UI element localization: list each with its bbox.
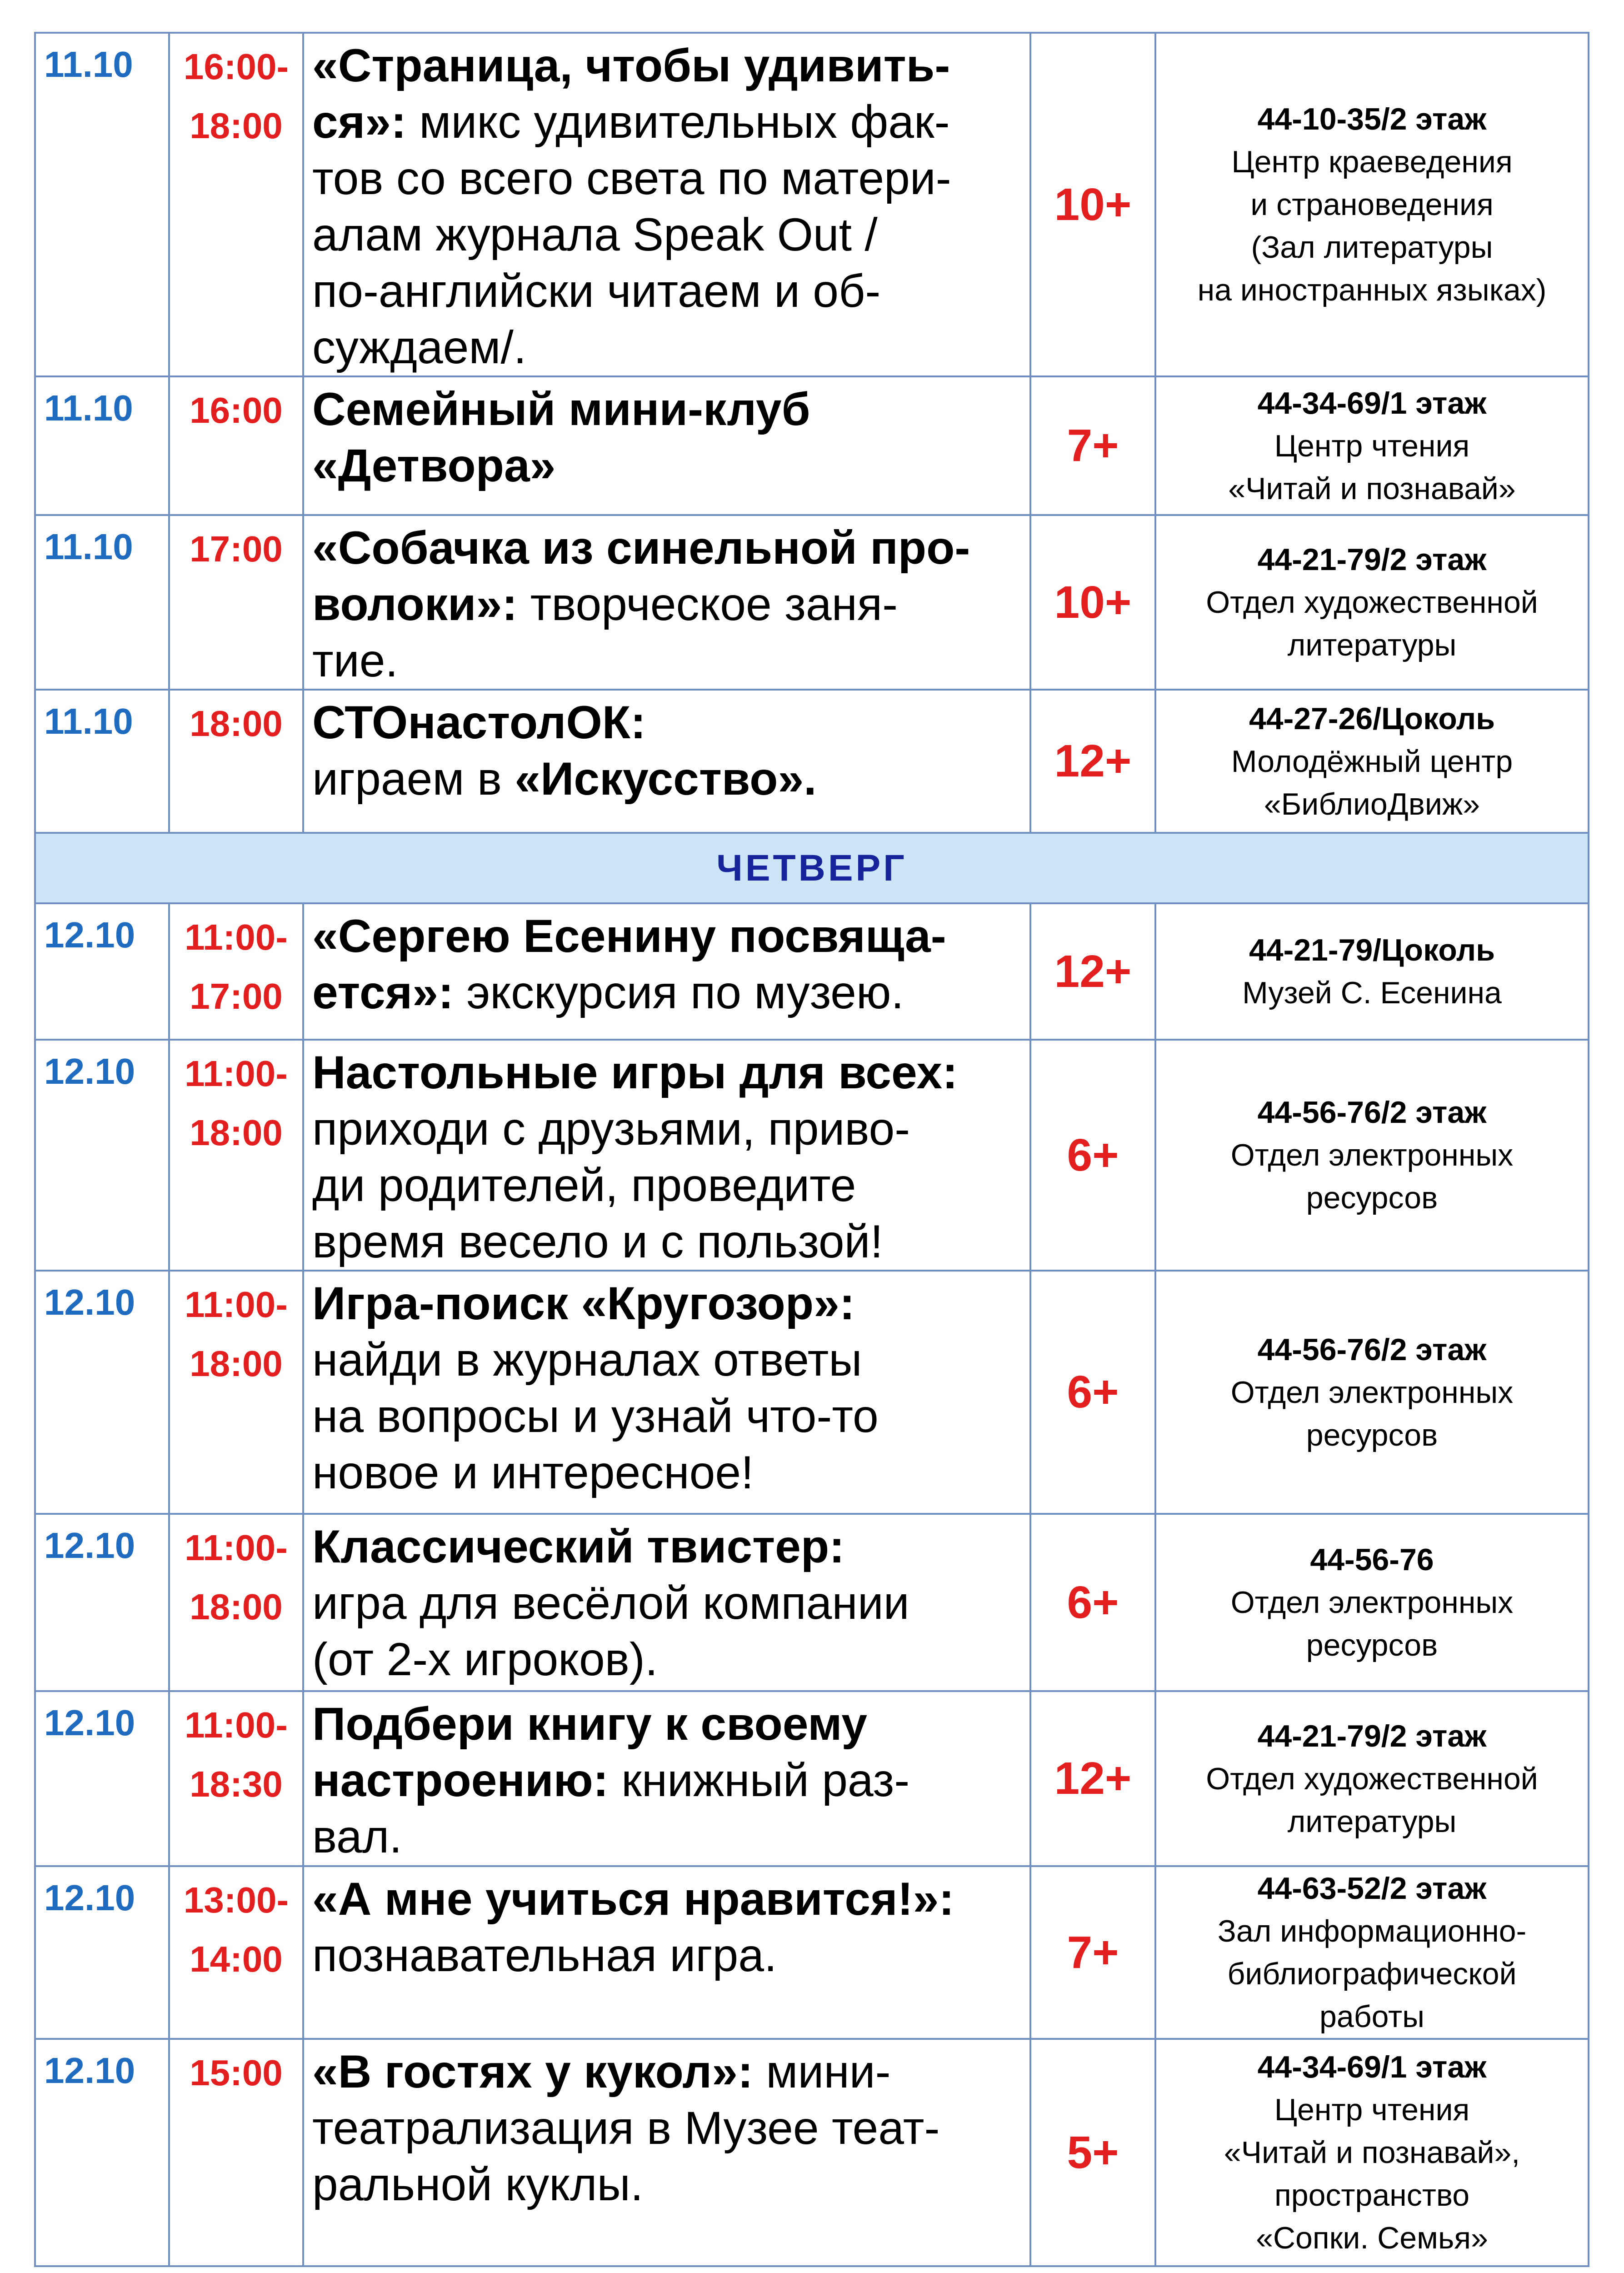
- event-time: 11:00- 17:00: [169, 903, 303, 1040]
- event-time: 13:00- 14:00: [169, 1866, 303, 2039]
- event-age-rating: 12+: [1030, 690, 1155, 833]
- event-time: 11:00- 18:00: [169, 1040, 303, 1271]
- event-date: 12.10: [35, 1271, 169, 1514]
- event-title: «Собачка из синельной про- волоки»: творческое заня- тие.: [303, 515, 1030, 690]
- event-row: [35, 690, 1589, 833]
- event-date: 11.10: [35, 515, 169, 690]
- event-date: 12.10: [35, 1691, 169, 1866]
- event-location: 44-63-52/2 этаж Зал информационно- библиографической работы: [1155, 1866, 1589, 2039]
- event-age-rating: 12+: [1030, 1691, 1155, 1866]
- event-location: 44-34-69/1 этаж Центр чтения «Читай и познавай», пространство «Сопки. Семья»: [1155, 2039, 1589, 2266]
- event-age-rating: 10+: [1030, 515, 1155, 690]
- event-title: «А мне учиться нравится!»: познавательная игра.: [303, 1866, 1030, 2039]
- event-age-rating: 6+: [1030, 1514, 1155, 1691]
- event-date: 12.10: [35, 1514, 169, 1691]
- event-title: «Сергею Есенину посвяща- ется»: экскурсия по музею.: [303, 903, 1030, 1040]
- event-location: 44-56-76/2 этаж Отдел электронных ресурсов: [1155, 1040, 1589, 1271]
- event-date: 12.10: [35, 903, 169, 1040]
- event-row: [35, 33, 1589, 376]
- event-date: 11.10: [35, 33, 169, 376]
- event-age-rating: 10+: [1030, 33, 1155, 376]
- event-date: 11.10: [35, 376, 169, 515]
- event-row: [35, 1514, 1589, 1691]
- event-time: 16:00- 18:00: [169, 33, 303, 376]
- event-location: 44-56-76 Отдел электронных ресурсов: [1155, 1514, 1589, 1691]
- event-title: «В гостях у кукол»: мини- театрализация в Музее теат- ральной куклы.: [303, 2039, 1030, 2266]
- event-row: [35, 2039, 1589, 2266]
- event-time: 18:00: [169, 690, 303, 833]
- event-row: [35, 1271, 1589, 1514]
- event-title: Семейный мини-клуб «Детвора»: [303, 376, 1030, 515]
- event-location: 44-21-79/Цоколь Музей С. Есенина: [1155, 903, 1589, 1040]
- event-age-rating: 6+: [1030, 1271, 1155, 1514]
- event-date: 12.10: [35, 1866, 169, 2039]
- event-time: 15:00: [169, 2039, 303, 2266]
- event-time: 17:00: [169, 515, 303, 690]
- event-age-rating: 6+: [1030, 1040, 1155, 1271]
- event-location: 44-21-79/2 этаж Отдел художественной литературы: [1155, 1691, 1589, 1866]
- event-age-rating: 5+: [1030, 2039, 1155, 2266]
- event-date: 12.10: [35, 2039, 169, 2266]
- event-time: 16:00: [169, 376, 303, 515]
- event-title: Подбери книгу к своему настроению: книжный раз- вал.: [303, 1691, 1030, 1866]
- event-time: 11:00- 18:00: [169, 1271, 303, 1514]
- event-location: 44-10-35/2 этаж Центр краеведения и страноведения (Зал литературы на иностранных языках): [1155, 33, 1589, 376]
- event-age-rating: 7+: [1030, 376, 1155, 515]
- day-header-row: [35, 833, 1589, 903]
- event-title: Настольные игры для всех: приходи с друзьями, приво- ди родителей, проведите время весело и с пользой!: [303, 1040, 1030, 1271]
- event-row: [35, 1866, 1589, 2039]
- event-age-rating: 12+: [1030, 903, 1155, 1040]
- event-time: 11:00- 18:00: [169, 1514, 303, 1691]
- event-row: [35, 515, 1589, 690]
- event-age-rating: 7+: [1030, 1866, 1155, 2039]
- event-title: Игра-поиск «Кругозор»: найди в журналах ответы на вопросы и узнай что-то новое и интересное!: [303, 1271, 1030, 1514]
- day-header: ЧЕТВЕРГ: [35, 833, 1589, 903]
- event-row: [35, 903, 1589, 1040]
- event-row: [35, 376, 1589, 515]
- event-location: 44-56-76/2 этаж Отдел электронных ресурсов: [1155, 1271, 1589, 1514]
- event-title: Классический твистер: игра для весёлой компании (от 2-х игроков).: [303, 1514, 1030, 1691]
- event-location: 44-27-26/Цоколь Молодёжный центр «БиблиоДвиж»: [1155, 690, 1589, 833]
- event-date: 12.10: [35, 1040, 169, 1271]
- event-title: «Страница, чтобы удивить- ся»: микс удивительных фак- тов со всего света по матери- алам журнала Speak Out / по-английски читаем и об- суждаем/.: [303, 33, 1030, 376]
- event-location: 44-21-79/2 этаж Отдел художественной литературы: [1155, 515, 1589, 690]
- event-title: СТОнастолОК: играем в «Искусство».: [303, 690, 1030, 833]
- event-row: [35, 1040, 1589, 1271]
- event-row: [35, 1691, 1589, 1866]
- event-location: 44-34-69/1 этаж Центр чтения «Читай и познавай»: [1155, 376, 1589, 515]
- schedule-table: [34, 32, 1589, 2267]
- event-date: 11.10: [35, 690, 169, 833]
- event-time: 11:00- 18:30: [169, 1691, 303, 1866]
